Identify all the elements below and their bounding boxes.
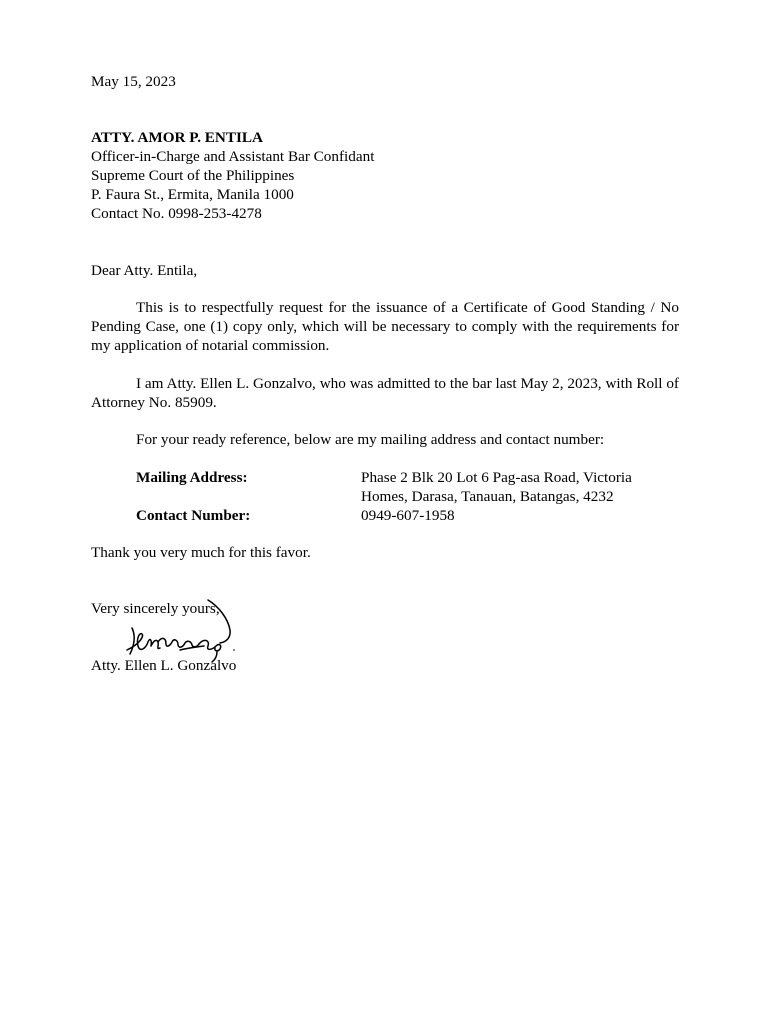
closing-line: Very sincerely yours, <box>91 600 220 617</box>
thank-you-line: Thank you very much for this favor. <box>91 544 311 561</box>
recipient-address: P. Faura St., Ermita, Manila 1000 <box>91 186 294 203</box>
salutation: Dear Atty. Entila, <box>91 262 198 279</box>
recipient-title: Officer-in-Charge and Assistant Bar Confidant <box>91 148 375 165</box>
contact-number-label: Contact Number: <box>136 507 251 524</box>
signatory-name: Atty. Ellen L. Gonzalvo <box>91 657 237 674</box>
body-paragraph-request: This is to respectfully request for the issuance of a Certificate of Good Standing / No Pending Case, one (1) copy only, which will be necessary to comply with the requirements for my application of notarial commission. <box>91 299 679 354</box>
recipient-name: ATTY. AMOR P. ENTILA <box>91 129 264 146</box>
mailing-address-line2: Homes, Darasa, Tanauan, Batangas, 4232 <box>361 488 614 505</box>
contact-number-value: 0949-607-1958 <box>361 507 455 524</box>
body-paragraph-introduction: I am Atty. Ellen L. Gonzalvo, who was admitted to the bar last May 2, 2023, with Roll of Attorney No. 85909. <box>91 375 679 411</box>
body-paragraph-reference: For your ready reference, below are my mailing address and contact number: <box>136 431 605 448</box>
mailing-address-label: Mailing Address: <box>136 469 248 486</box>
letter-date: May 15, 2023 <box>91 73 176 90</box>
recipient-contact: Contact No. 0998-253-4278 <box>91 205 262 222</box>
recipient-office: Supreme Court of the Philippines <box>91 167 295 184</box>
mailing-address-line1: Phase 2 Blk 20 Lot 6 Pag-asa Road, Victoria <box>361 469 632 486</box>
